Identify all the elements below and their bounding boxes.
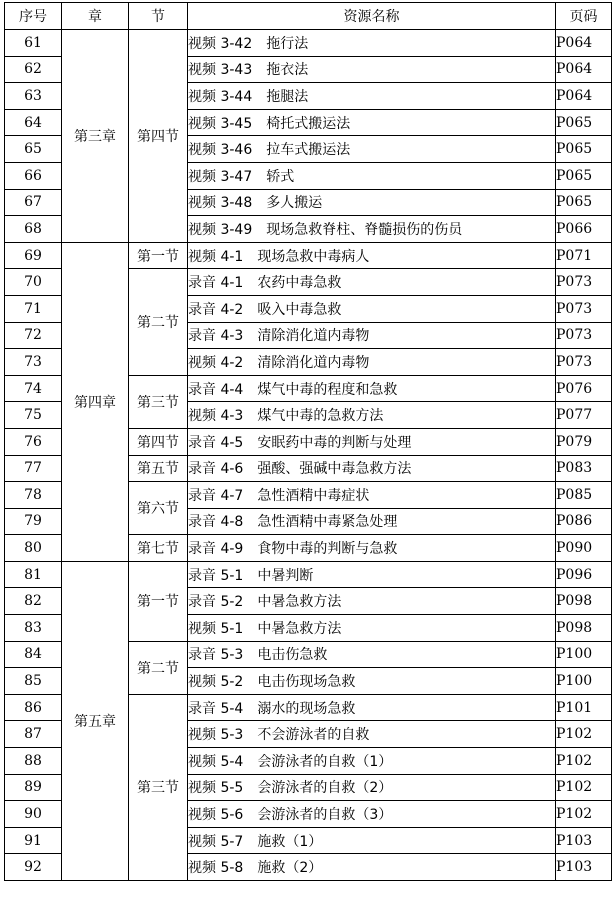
header-page: 页码 [556,3,612,30]
page-number-cell: P098 [556,615,612,642]
row-number-cell: 85 [5,668,62,695]
page-number-cell: P073 [556,269,612,296]
row-number-cell: 83 [5,615,62,642]
resource-name-cell: 录音 4-4 煤气中毒的程度和急救 [188,375,556,402]
row-number-cell: 69 [5,242,62,269]
resource-name-cell: 视频 4-1 现场急救中毒病人 [188,242,556,269]
row-number-cell: 87 [5,721,62,748]
row-number-cell: 88 [5,748,62,775]
section-cell: 第一节 [129,561,188,641]
resource-name-cell: 视频 5-5 会游泳者的自救（2） [188,774,556,801]
row-number-cell: 68 [5,216,62,243]
resource-name-cell: 录音 4-6 强酸、强碱中毒急救方法 [188,455,556,482]
row-number-cell: 92 [5,854,62,881]
resource-name-cell: 录音 5-1 中暑判断 [188,561,556,588]
resource-name-cell: 视频 3-49 现场急救脊柱、脊髓损伤的伤员 [188,216,556,243]
page-number-cell: P100 [556,668,612,695]
row-number-cell: 62 [5,56,62,83]
row-number-cell: 78 [5,482,62,509]
row-number-cell: 65 [5,136,62,163]
resource-name-cell: 录音 4-7 急性酒精中毒症状 [188,482,556,509]
row-number-cell: 67 [5,189,62,216]
section-cell: 第三节 [129,694,188,880]
row-number-cell: 80 [5,535,62,562]
row-number-cell: 72 [5,322,62,349]
row-number-cell: 86 [5,694,62,721]
resource-name-cell: 视频 5-2 电击伤现场急救 [188,668,556,695]
page-number-cell: P086 [556,508,612,535]
page-number-cell: P073 [556,322,612,349]
resource-name-cell: 视频 5-8 施救（2） [188,854,556,881]
page-number-cell: P066 [556,216,612,243]
page-number-cell: P083 [556,455,612,482]
page-number-cell: P065 [556,109,612,136]
row-number-cell: 66 [5,162,62,189]
page-number-cell: P065 [556,162,612,189]
section-cell: 第二节 [129,641,188,694]
table-row [5,561,612,588]
row-number-cell: 73 [5,349,62,376]
row-number-cell: 91 [5,827,62,854]
resource-table [4,2,612,881]
resource-name-cell: 视频 3-47 轿式 [188,162,556,189]
page-number-cell: P098 [556,588,612,615]
page-number-cell: P090 [556,535,612,562]
page-number-cell: P079 [556,428,612,455]
header-no: 序号 [5,3,62,30]
table-row [5,242,612,269]
section-cell: 第六节 [129,482,188,535]
row-number-cell: 82 [5,588,62,615]
resource-name-cell: 视频 4-2 清除消化道内毒物 [188,349,556,376]
row-number-cell: 70 [5,269,62,296]
page-number-cell: P100 [556,641,612,668]
resource-name-cell: 视频 5-3 不会游泳者的自救 [188,721,556,748]
resource-name-cell: 录音 5-3 电击伤急救 [188,641,556,668]
section-cell: 第七节 [129,535,188,562]
page-number-cell: P071 [556,242,612,269]
page-number-cell: P065 [556,189,612,216]
page-number-cell: P101 [556,694,612,721]
chapter-cell: 第四章 [62,242,129,561]
page-number-cell: P096 [556,561,612,588]
page-number-cell: P085 [556,482,612,509]
section-cell: 第二节 [129,269,188,375]
page-number-cell: P064 [556,83,612,110]
resource-name-cell: 录音 4-8 急性酒精中毒紧急处理 [188,508,556,535]
row-number-cell: 76 [5,428,62,455]
row-number-cell: 64 [5,109,62,136]
header-row [5,3,612,30]
resource-table-wrapper [4,2,612,881]
row-number-cell: 79 [5,508,62,535]
page-number-cell: P064 [556,56,612,83]
row-number-cell: 90 [5,801,62,828]
resource-name-cell: 录音 5-4 溺水的现场急救 [188,694,556,721]
resource-name-cell: 录音 4-3 清除消化道内毒物 [188,322,556,349]
resource-name-cell: 视频 3-42 拖行法 [188,30,556,57]
page-number-cell: P102 [556,721,612,748]
row-number-cell: 77 [5,455,62,482]
page-number-cell: P102 [556,774,612,801]
resource-name-cell: 视频 5-1 中暑急救方法 [188,615,556,642]
resource-name-cell: 视频 5-4 会游泳者的自救（1） [188,748,556,775]
resource-name-cell: 录音 4-1 农药中毒急救 [188,269,556,296]
resource-name-cell: 录音 4-2 吸入中毒急救 [188,295,556,322]
row-number-cell: 81 [5,561,62,588]
resource-name-cell: 视频 3-45 椅托式搬运法 [188,109,556,136]
page-number-cell: P103 [556,827,612,854]
page-number-cell: P073 [556,349,612,376]
header-chapter: 章 [62,3,129,30]
row-number-cell: 71 [5,295,62,322]
page-number-cell: P102 [556,801,612,828]
section-cell: 第四节 [129,30,188,243]
page-number-cell: P076 [556,375,612,402]
resource-name-cell: 视频 3-48 多人搬运 [188,189,556,216]
table-row [5,30,612,57]
resource-name-cell: 视频 5-7 施救（1） [188,827,556,854]
resource-name-cell: 视频 3-46 拉车式搬运法 [188,136,556,163]
table-body [5,30,612,881]
resource-name-cell: 录音 4-9 食物中毒的判断与急救 [188,535,556,562]
header-name: 资源名称 [188,3,556,30]
page-number-cell: P064 [556,30,612,57]
page-number-cell: P065 [556,136,612,163]
section-cell: 第一节 [129,242,188,269]
row-number-cell: 89 [5,774,62,801]
resource-name-cell: 视频 3-43 拖衣法 [188,56,556,83]
resource-name-cell: 录音 5-2 中暑急救方法 [188,588,556,615]
row-number-cell: 74 [5,375,62,402]
section-cell: 第四节 [129,428,188,455]
page-number-cell: P073 [556,295,612,322]
section-cell: 第三节 [129,375,188,428]
section-cell: 第五节 [129,455,188,482]
row-number-cell: 63 [5,83,62,110]
header-section: 节 [129,3,188,30]
resource-name-cell: 视频 5-6 会游泳者的自救（3） [188,801,556,828]
row-number-cell: 84 [5,641,62,668]
row-number-cell: 75 [5,402,62,429]
chapter-cell: 第三章 [62,30,129,243]
page-number-cell: P102 [556,748,612,775]
chapter-cell: 第五章 [62,561,129,880]
row-number-cell: 61 [5,30,62,57]
resource-name-cell: 视频 4-3 煤气中毒的急救方法 [188,402,556,429]
resource-name-cell: 视频 3-44 拖腿法 [188,83,556,110]
page-number-cell: P077 [556,402,612,429]
resource-name-cell: 录音 4-5 安眠药中毒的判断与处理 [188,428,556,455]
page-number-cell: P103 [556,854,612,881]
